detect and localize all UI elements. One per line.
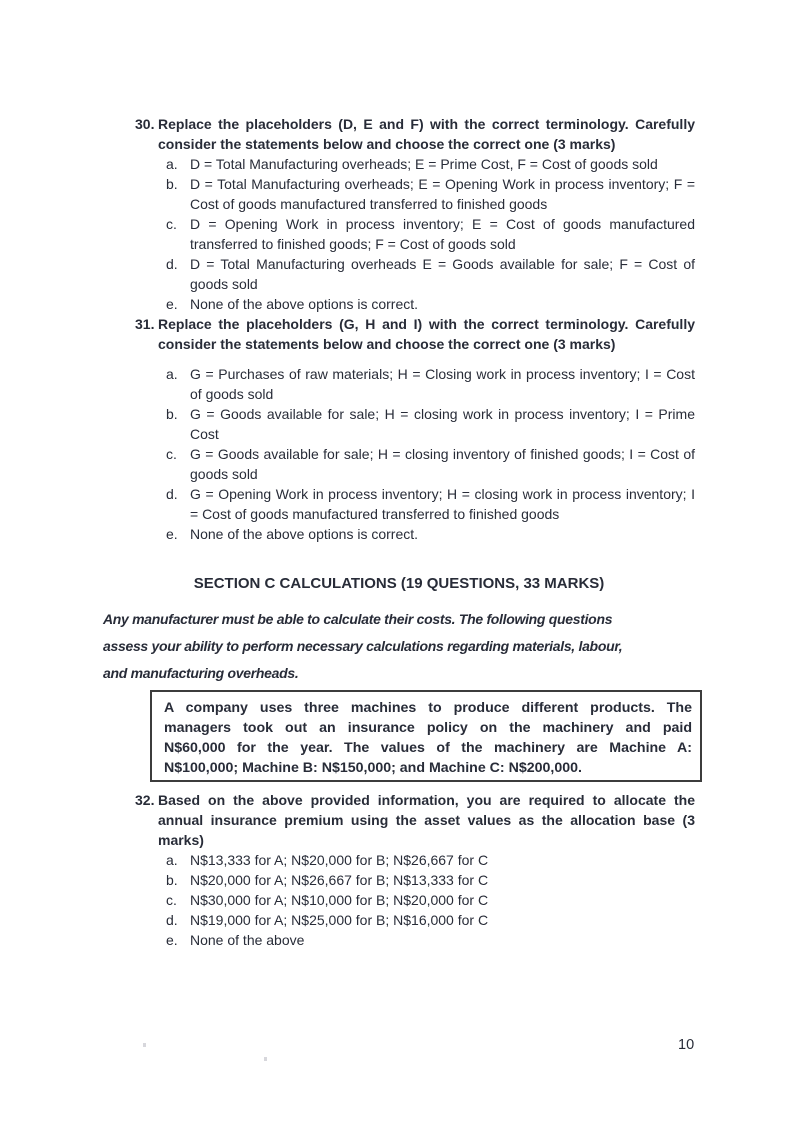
- question-31-header: [135, 314, 695, 354]
- question-32-options: [166, 850, 695, 950]
- option-text: G = Goods available for sale; H = closing work in process inventory; I = Prime Cost: [190, 406, 695, 442]
- option-letter: a.: [166, 852, 178, 868]
- question-30-options: [166, 154, 695, 314]
- question-30: [135, 114, 695, 314]
- option-row: [166, 174, 695, 214]
- option-row: [166, 910, 695, 930]
- option-text: N$30,000 for A; N$10,000 for B; N$20,000 for C: [190, 892, 489, 908]
- question-number: 31.: [135, 316, 155, 332]
- question-prompt: Based on the above provided information, you are required to allocate the annual insurance premium using the asset values as the allocation base (3 marks): [158, 792, 695, 848]
- section-intro: [103, 606, 695, 687]
- option-row: [166, 870, 695, 890]
- intro-line: Any manufacturer must be able to calculate their costs. The following questions: [103, 611, 613, 627]
- question-prompt: Replace the placeholders (D, E and F) with the correct terminology. Carefully consider the statements below and choose the correct one (3 marks): [158, 116, 695, 152]
- option-row: [166, 214, 695, 254]
- scenario-line: managers took out an insurance policy on the machinery and paid: [164, 720, 692, 736]
- option-text: D = Total Manufacturing overheads; E = Opening Work in process inventory; F = Cost of goods manufactured transferred to finished goods: [190, 176, 695, 212]
- scenario-box: [150, 690, 702, 782]
- option-text: N$13,333 for A; N$20,000 for B; N$26,667 for C: [190, 852, 489, 868]
- option-row: [166, 404, 695, 444]
- option-letter: c.: [166, 216, 177, 232]
- scan-speck: [143, 1043, 146, 1047]
- option-row: [166, 154, 695, 174]
- option-letter: c.: [166, 446, 177, 462]
- scan-speck: [264, 1057, 267, 1061]
- question-31: [135, 314, 695, 544]
- option-text: G = Opening Work in process inventory; H = closing work in process inventory; I = Cost of goods manufactured transferred to finished goods: [190, 486, 695, 522]
- option-row: [166, 524, 695, 544]
- option-text: None of the above options is correct.: [190, 296, 419, 312]
- question-31-options: [166, 364, 695, 544]
- option-letter: d.: [166, 912, 178, 928]
- option-text: D = Total Manufacturing overheads; E = Prime Cost, F = Cost of goods sold: [190, 156, 658, 172]
- option-text: None of the above: [190, 932, 305, 948]
- question-number: 30.: [135, 116, 155, 132]
- question-30-header: [135, 114, 695, 154]
- option-letter: a.: [166, 156, 178, 172]
- option-row: [166, 850, 695, 870]
- option-row: [166, 364, 695, 404]
- option-row: [166, 890, 695, 910]
- option-row: [166, 444, 695, 484]
- page-content: [103, 114, 695, 950]
- option-letter: e.: [166, 932, 178, 948]
- option-letter: a.: [166, 366, 178, 382]
- option-letter: b.: [166, 872, 178, 888]
- option-row: [166, 484, 695, 524]
- option-row: [166, 294, 695, 314]
- option-text: None of the above options is correct.: [190, 526, 419, 542]
- option-letter: d.: [166, 256, 178, 272]
- scenario-line: N$100,000; Machine B: N$150,000; and Machine C: N$200,000.: [164, 760, 582, 776]
- intro-line: assess your ability to perform necessary calculations regarding materials, labour,: [103, 638, 623, 654]
- page-number: 10: [678, 1037, 695, 1053]
- scenario-line: A company uses three machines to produce different products. The: [164, 700, 692, 716]
- question-32: [135, 790, 695, 950]
- option-row: [166, 930, 695, 950]
- option-text: N$20,000 for A; N$26,667 for B; N$13,333 for C: [190, 872, 489, 888]
- option-text: G = Goods available for sale; H = closing inventory of finished goods; I = Cost of goods sold: [190, 446, 695, 482]
- option-text: D = Opening Work in process inventory; E = Cost of goods manufactured transferred to finished goods; F = Cost of goods sold: [190, 216, 695, 252]
- section-heading: SECTION C CALCULATIONS (19 QUESTIONS, 33 MARKS): [193, 575, 605, 592]
- question-number: 32.: [135, 792, 155, 808]
- intro-line: and manufacturing overheads.: [103, 665, 299, 681]
- option-row: [166, 254, 695, 294]
- option-letter: e.: [166, 526, 178, 542]
- option-letter: b.: [166, 176, 178, 192]
- option-text: D = Total Manufacturing overheads E = Goods available for sale; F = Cost of goods sold: [190, 256, 695, 292]
- option-letter: b.: [166, 406, 178, 422]
- scenario-line: N$60,000 for the year. The values of the machinery are Machine A:: [164, 740, 692, 756]
- option-letter: c.: [166, 892, 177, 908]
- option-text: G = Purchases of raw materials; H = Closing work in process inventory; I = Cost of goods sold: [190, 366, 695, 402]
- option-letter: e.: [166, 296, 178, 312]
- option-letter: d.: [166, 486, 178, 502]
- question-32-header: [135, 790, 695, 850]
- question-prompt: Replace the placeholders (G, H and I) with the correct terminology. Carefully consider the statements below and choose the correct one (3 marks): [158, 316, 695, 352]
- option-text: N$19,000 for A; N$25,000 for B; N$16,000 for C: [190, 912, 489, 928]
